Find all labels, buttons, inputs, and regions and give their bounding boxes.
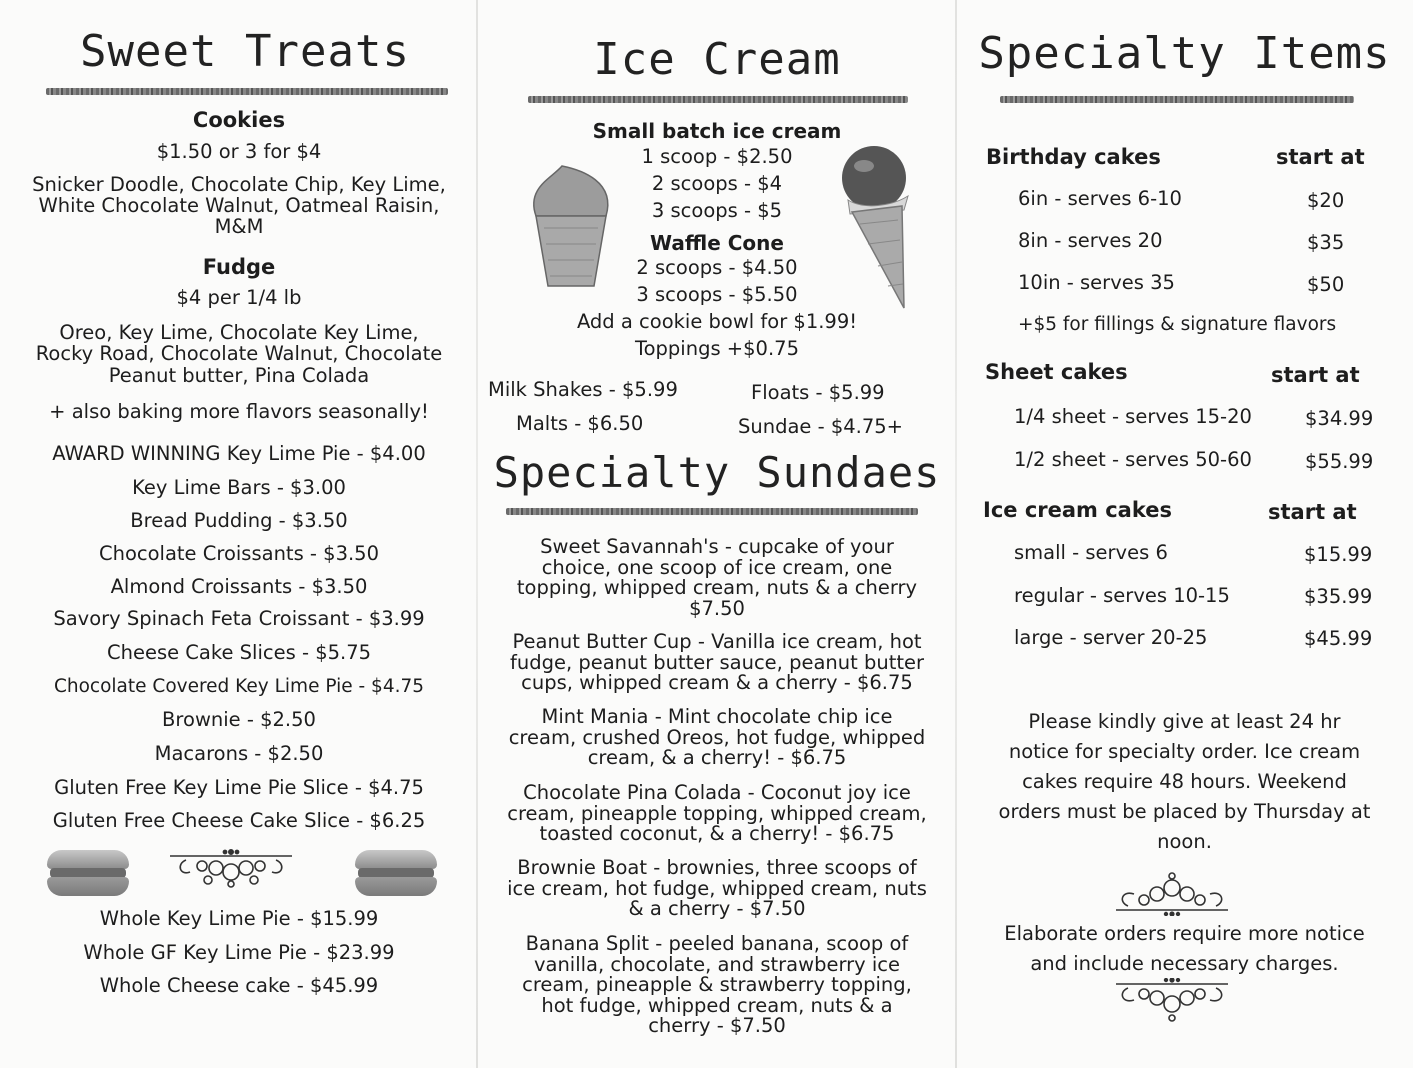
birthday-fillings-note: +$5 for fillings & signature flavors [1018, 314, 1337, 335]
sundae-item-line: fudge, peanut butter sauce, peanut butter [509, 650, 924, 674]
whole-item: Whole Key Lime Pie - $15.99 [99, 907, 379, 930]
specialty-sundaes-title: Specialty Sundaes [493, 448, 941, 497]
sheet-price: $34.99 [1305, 407, 1374, 430]
menu-item: Bread Pudding - $3.50 [130, 509, 348, 532]
sweet-treats-panel [0, 0, 478, 1068]
sundae-item-line: Banana Split - peeled banana, scoop of [525, 932, 909, 955]
sundae-item [478, 934, 956, 1037]
whole-item: Whole GF Key Lime Pie - $23.99 [83, 941, 395, 964]
sundae-item-line: $7.50 [689, 596, 745, 620]
birthday-price: $50 [1307, 273, 1345, 296]
birthday-size: 6in - serves 6-10 [1018, 187, 1182, 210]
sundae-item-line: cream, pineapple & strawberry topping, [522, 973, 912, 996]
birthday-start-at: start at [1276, 145, 1365, 169]
scoop-price: 1 scoop - $2.50 [641, 145, 793, 168]
order-notice-line: Please kindly give at least 24 hr [1028, 710, 1341, 733]
menu-item: AWARD WINNING Key Lime Pie - $4.00 [52, 442, 426, 465]
waffle-price: 2 scoops - $4.50 [636, 256, 798, 279]
ice-cream-title: Ice Cream [593, 34, 841, 85]
sundae-item-line: cherry - $7.50 [648, 1014, 786, 1037]
cookies-flavors-line-1: Snicker Doodle, Chocolate Chip, Key Lime, [32, 173, 446, 196]
sundae-item-line: choice, one scoop of ice cream, one [541, 555, 893, 579]
sheet-cakes-heading: Sheet cakes [985, 360, 1128, 384]
cookies-heading: Cookies [192, 108, 286, 132]
ice-cream-cake-size: small - serves 6 [1014, 541, 1168, 564]
menu-item: Brownie - $2.50 [162, 708, 316, 731]
cookies-flavors-line-3: M&M [214, 215, 264, 238]
fudge-heading: Fudge [202, 255, 276, 279]
specialty-items-panel [956, 0, 1413, 1068]
menu-item: Gluten Free Key Lime Pie Slice - $4.75 [54, 776, 424, 799]
elaborate-orders-note: Elaborate orders require more notice [1004, 922, 1365, 945]
menu-item: Gluten Free Cheese Cake Slice - $6.25 [52, 809, 426, 832]
waffle-cone-heading: Waffle Cone [650, 231, 784, 255]
birthday-price: $35 [1307, 231, 1345, 254]
specialty-items-title: Specialty Items [978, 28, 1391, 79]
cookies-flavors-line-2: White Chocolate Walnut, Oatmeal Raisin, [38, 194, 440, 217]
floats-price: Floats - $5.99 [751, 381, 885, 404]
order-notice-line: orders must be placed by Thursday at [998, 800, 1371, 823]
cookies-price: $1.50 or 3 for $4 [156, 140, 322, 163]
menu-item: Key Lime Bars - $3.00 [132, 476, 346, 499]
scoop-price: 2 scoops - $4 [651, 172, 783, 195]
sundae-item [478, 707, 956, 769]
birthday-price: $20 [1307, 189, 1345, 212]
menu-item: Savory Spinach Feta Croissant - $3.99 [53, 607, 425, 630]
sundae-item-line: cream, crushed Oreos, hot fudge, whipped [508, 725, 926, 749]
sundae-item-line: vanilla, chocolate, and strawberry ice [533, 952, 901, 976]
elaborate-orders-note: and include necessary charges. [1030, 952, 1339, 975]
sundae-item [478, 632, 956, 694]
fudge-price: $4 per 1/4 lb [176, 286, 302, 309]
birthday-size: 10in - serves 35 [1018, 271, 1175, 294]
ornament-flourish-icon [1112, 978, 1232, 1022]
menu-item: Almond Croissants - $3.50 [110, 575, 368, 598]
small-batch-heading: Small batch ice cream [592, 119, 842, 143]
macaron-illustration [47, 850, 129, 896]
order-notice-line: notice for specialty order. Ice cream [1008, 740, 1361, 763]
sundae-item-line: ice cream, hot fudge, whipped cream, nuts [507, 876, 927, 900]
menu-item: Cheese Cake Slices - $5.75 [106, 641, 372, 664]
menu-item: Chocolate Croissants - $3.50 [98, 542, 379, 565]
sundae-price: Sundae - $4.75+ [738, 415, 904, 438]
scoop-price: 3 scoops - $5 [651, 199, 783, 222]
ice-cream-cake-price: $35.99 [1304, 585, 1373, 608]
cookie-bowl-note: Add a cookie bowl for $1.99! [576, 310, 858, 333]
sheet-size: 1/4 sheet - serves 15-20 [1014, 405, 1252, 428]
sundae-item-line: topping, whipped cream, nuts & a cherry [516, 576, 918, 599]
order-notice-line: noon. [1157, 830, 1212, 853]
sundae-item-line: Peanut Butter Cup - Vanilla ice cream, hot [512, 630, 922, 653]
sundae-item-line: hot fudge, whipped cream, nuts & a [541, 993, 893, 1017]
ornament-flourish-icon [1112, 872, 1232, 916]
sundae-item-line: Brownie Boat - brownies, three scoops of [517, 856, 917, 879]
ice-cream-cakes-heading: Ice cream cakes [983, 498, 1172, 522]
sundae-item-line: & a cherry - $7.50 [628, 897, 806, 920]
sundae-item-line: cream, & a cherry! - $6.75 [587, 746, 847, 769]
birthday-size: 8in - serves 20 [1018, 229, 1163, 252]
sundae-item [478, 783, 956, 845]
order-notice-line: cakes require 48 hours. Weekend [1022, 770, 1347, 793]
sundae-item [478, 537, 956, 619]
menu-item: Macarons - $2.50 [154, 742, 324, 765]
fudge-seasonal-note: + also baking more flavors seasonally! [49, 400, 429, 423]
fudge-flavors-line-2: Rocky Road, Chocolate Walnut, Chocolate [35, 342, 443, 365]
sundae-item-line: toasted coconut, & a cherry! - $6.75 [539, 822, 895, 845]
sundae-item [478, 858, 956, 920]
specialty-items-underline [1000, 96, 1354, 103]
ice-cream-cake-price: $15.99 [1304, 543, 1373, 566]
fudge-flavors-line-3: Peanut butter, Pina Colada [108, 364, 370, 387]
sheet-price: $55.99 [1305, 450, 1374, 473]
waffle-price: 3 scoops - $5.50 [636, 283, 798, 306]
sundae-item-line: Sweet Savannah's - cupcake of your [540, 535, 894, 558]
whole-item: Whole Cheese cake - $45.99 [99, 974, 379, 997]
sheet-size: 1/2 sheet - serves 50-60 [1014, 448, 1252, 471]
sweet-treats-title: Sweet Treats [80, 26, 410, 77]
sundae-item-line: Chocolate Pina Colada - Coconut joy ice [523, 781, 911, 804]
ice-cream-underline [528, 96, 908, 103]
malts-price: Malts - $6.50 [516, 412, 644, 435]
toppings-price: Toppings +$0.75 [635, 337, 799, 360]
menu-item: Chocolate Covered Key Lime Pie - $4.75 [53, 676, 425, 697]
specialty-sundaes-underline [506, 508, 918, 515]
ice-cream-cake-size: large - server 20-25 [1014, 626, 1208, 649]
ornament-flourish-icon [166, 846, 296, 890]
macaron-illustration [355, 850, 437, 896]
sundae-item-line: cups, whipped cream & a cherry - $6.75 [521, 671, 913, 694]
ice-cream-cake-price: $45.99 [1304, 627, 1373, 650]
sundae-item-line: cream, pineapple topping, whipped cream, [507, 801, 927, 825]
sheet-start-at: start at [1271, 363, 1360, 387]
fudge-flavors-line-1: Oreo, Key Lime, Chocolate Key Lime, [59, 321, 419, 344]
ice-cream-cake-size: regular - serves 10-15 [1014, 584, 1230, 607]
ice-cream-cakes-start-at: start at [1268, 500, 1357, 524]
sundae-item-line: Mint Mania - Mint chocolate chip ice [541, 705, 893, 728]
sweet-treats-underline [46, 88, 448, 95]
milk-shakes-price: Milk Shakes - $5.99 [488, 378, 678, 401]
ice-cream-panel [478, 0, 956, 1068]
birthday-cakes-heading: Birthday cakes [986, 145, 1161, 169]
